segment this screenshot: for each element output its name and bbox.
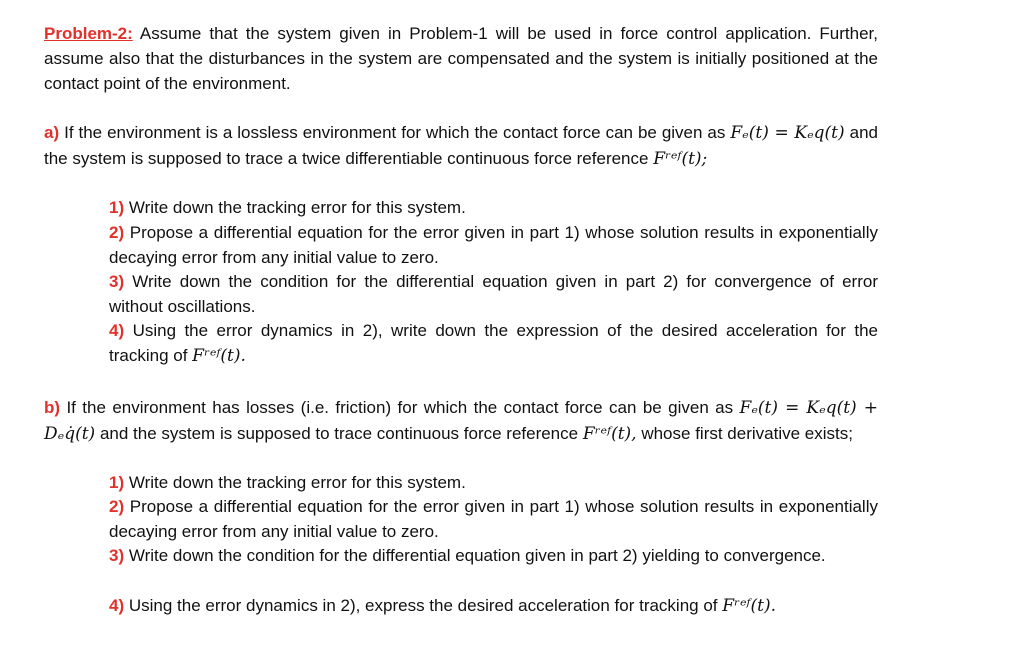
part-a-statement [44,120,878,172]
item-number: 3) [109,272,125,291]
item-number: 4) [109,321,125,340]
item-formula: Fʳᵉᶠ(t). [722,596,777,616]
item-number: 1) [109,473,125,492]
part-b-item-3 [109,543,878,568]
item-number: 4) [109,596,125,615]
problem-intro [44,21,878,96]
part-a-item-2 [109,220,878,270]
problem-intro-text: Assume that the system given in Problem-1 will be used in force control application. Further, assume also that the disturbances in the system are compensated and the system is initially positioned at the contact point of the environment. [44,24,878,93]
part-a-text-pre: If the environment is a lossless environment for which the contact force can be given as [64,123,726,142]
item-text: Write down the condition for the differential equation given in part 2) for convergence of error without oscillations. [109,272,878,316]
part-a-label: a) [44,123,60,142]
part-b-item-2 [109,494,878,544]
item-number: 2) [109,497,125,516]
item-text: Write down the condition for the differential equation given in part 2) yielding to convergence. [128,546,826,565]
item-number: 3) [109,546,125,565]
part-b-formula: Fₑ(t) = Kₑq(t) + Dₑq̇(t) [44,398,878,444]
problem-label: Problem-2: [44,24,133,43]
part-a-item-3 [109,269,878,319]
part-b-text-post: whose first derivative exists; [641,424,853,443]
part-b-text-pre: If the environment has losses (i.e. friction) for which the contact force can be given as [66,398,734,417]
part-b-statement [44,395,878,447]
item-text: Write down the tracking error for this system. [128,198,466,217]
part-b-formula-ref: Fʳᵉᶠ(t), [582,424,637,444]
item-text: Using the error dynamics in 2), express the desired acceleration for tracking of [128,596,718,615]
item-text: Write down the tracking error for this system. [128,473,466,492]
part-a-item-4 [109,318,878,369]
part-b-label: b) [44,398,61,417]
item-text: Propose a differential equation for the error given in part 1) whose solution results in exponentially decaying error from any initial value to zero. [109,223,878,267]
part-b-item-4 [109,593,878,619]
item-number: 1) [109,198,125,217]
item-formula: Fʳᵉᶠ(t). [192,346,246,366]
item-text: Propose a differential equation for the error given in part 1) whose solution results in exponentially decaying error from any initial value to zero. [109,497,878,541]
part-b-item-1 [109,470,878,495]
part-a-formula: Fₑ(t) = Kₑq(t) [730,123,845,143]
part-b-text-mid: and the system is supposed to trace continuous force reference [99,424,579,443]
part-a-text-mid: and the system is supposed to trace a twice differentiable continuous force reference [44,123,878,168]
item-number: 2) [109,223,125,242]
part-a-item-1 [109,195,878,220]
item-text: Using the error dynamics in 2), write down the expression of the desired acceleration for the tracking of [109,321,878,365]
part-a-formula-ref: Fʳᵉᶠ(t); [653,149,708,169]
